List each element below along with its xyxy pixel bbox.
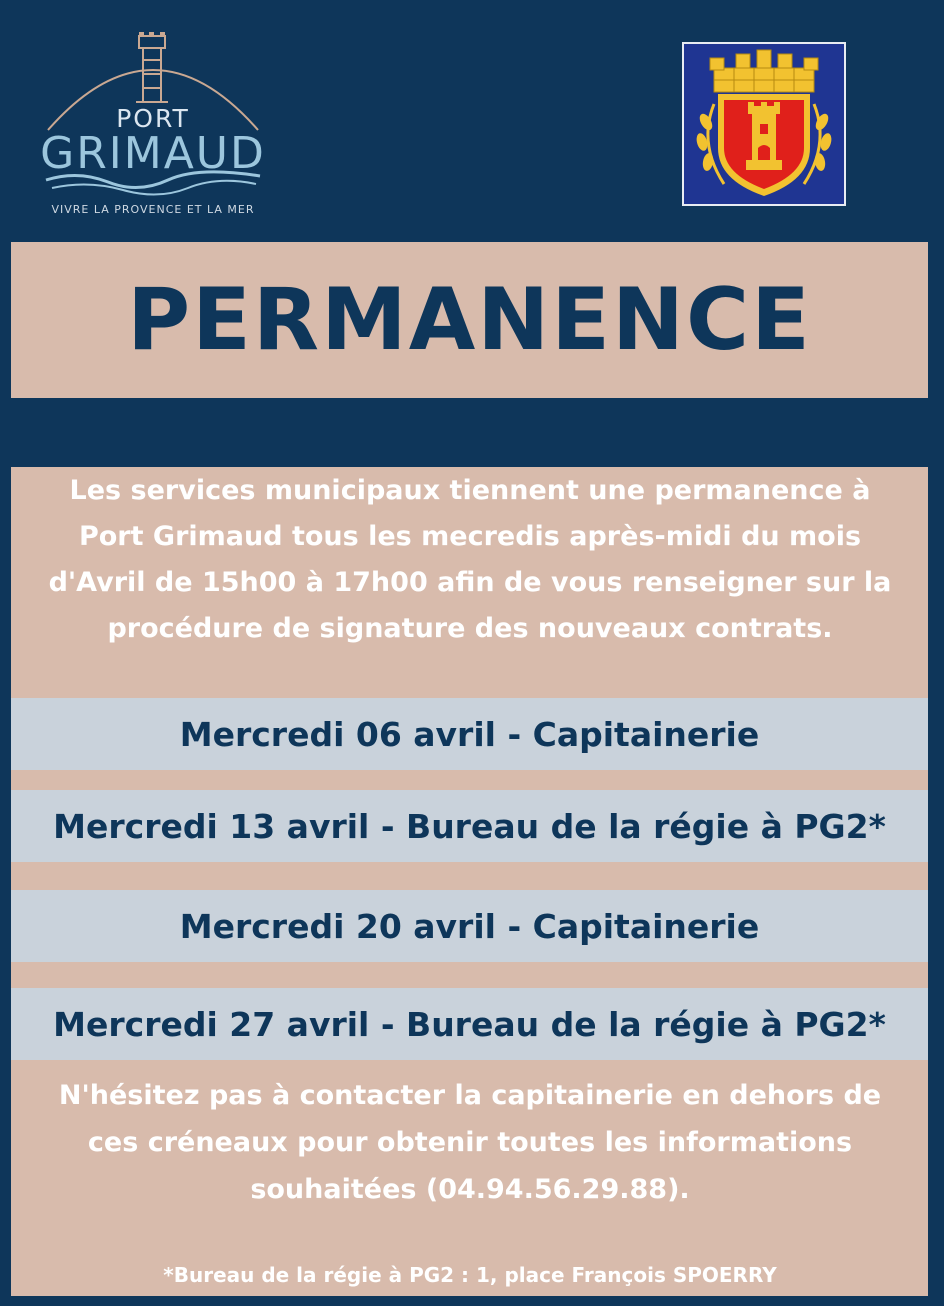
- contact-line: N'hésitez pas à contacter la capitainerie en dehors de: [58, 1080, 882, 1111]
- intro-line: d'Avril de 15h00 à 17h00 afin de vous renseigner sur la: [48, 567, 892, 598]
- intro-text: [0, 468, 940, 652]
- title-banner: [11, 242, 928, 398]
- schedule-row: Mercredi 27 avril - Bureau de la régie à PG2*: [11, 988, 928, 1060]
- page-title: PERMANENCE: [127, 270, 812, 370]
- intro-line: procédure de signature des nouveaux contrats.: [107, 613, 833, 644]
- schedule-row: Mercredi 13 avril - Bureau de la régie à PG2*: [11, 790, 928, 862]
- logo-port-text: PORT: [116, 104, 190, 133]
- coat-of-arms: [682, 42, 846, 206]
- port-grimaud-logo: [38, 30, 268, 220]
- logo-grimaud-text: GRIMAUD: [40, 128, 266, 179]
- footnote: *Bureau de la régie à PG2 : 1, place François SPOERRY: [163, 1263, 777, 1287]
- logo-tagline: VIVRE LA PROVENCE ET LA MER: [51, 203, 255, 216]
- contact-line: ces créneaux pour obtenir toutes les informations: [87, 1127, 853, 1158]
- schedule-row: Mercredi 20 avril - Capitainerie: [11, 890, 928, 962]
- coat-of-arms-tower-icon: [684, 44, 844, 204]
- schedule-row: Mercredi 06 avril - Capitainerie: [11, 698, 928, 770]
- contact-line: souhaitées (04.94.56.29.88).: [250, 1174, 690, 1205]
- contact-text: [0, 1072, 940, 1213]
- intro-line: Port Grimaud tous les mecredis après-midi du mois: [78, 521, 862, 552]
- intro-line: Les services municipaux tiennent une permanence à: [69, 475, 871, 506]
